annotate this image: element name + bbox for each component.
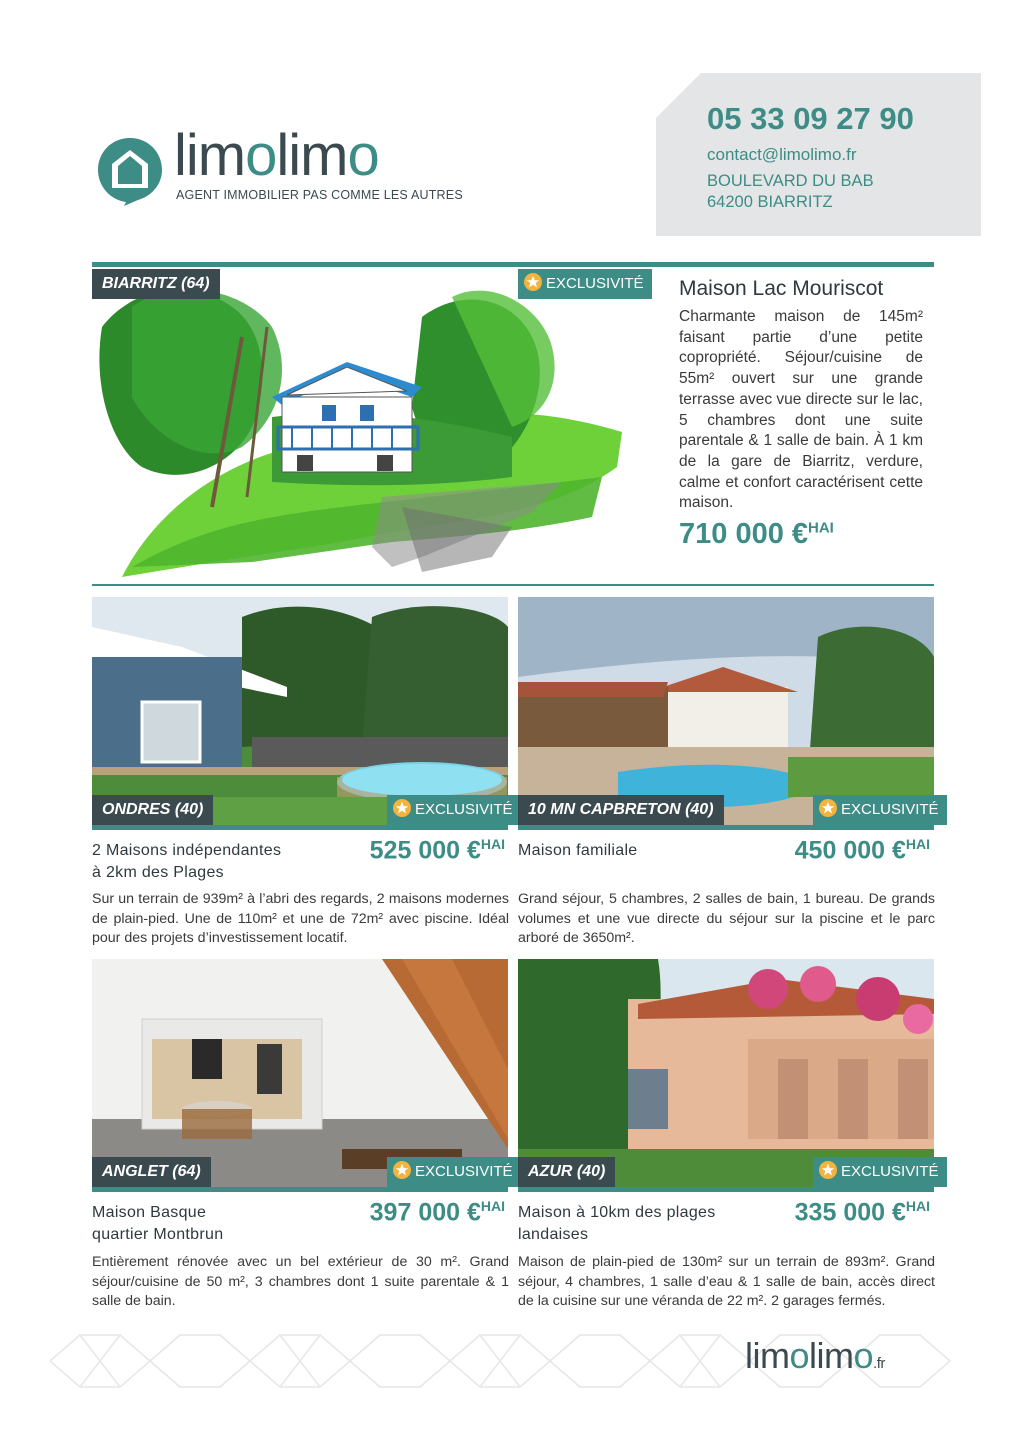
featured-location-tag: BIARRITZ (64)	[92, 269, 220, 299]
listing-bar-ondres	[92, 825, 508, 830]
listing-title-capbreton: Maison familiale	[518, 842, 638, 859]
star-icon	[819, 799, 837, 817]
listing-bar-azur	[518, 1187, 934, 1192]
listing-badge-capbreton: EXCLUSIVITÉ	[813, 795, 947, 825]
listing-title-ondres: 2 Maisons indépendantes à 2km des Plages	[92, 842, 282, 881]
featured-title: Maison Lac Mouriscot	[679, 277, 884, 300]
star-icon	[819, 1161, 837, 1179]
listing-location-ondres: ONDRES (40)	[92, 795, 213, 825]
listing-photo-ondres[interactable]	[92, 597, 508, 825]
listing-desc-ondres: Sur un terrain de 939m² à l’abri des regards, 2 maisons modernes de plain-pied. Une de 110m² et une de 72m² avec piscine. Idéal pour des projets d’investissement locatif.	[92, 891, 509, 946]
star-icon	[393, 1161, 411, 1179]
listing-price-anglet: 397 000 €$^{HAI}$	[369, 1198, 505, 1227]
star-icon	[393, 799, 411, 817]
star-icon	[524, 273, 542, 291]
listing-title-azur: Maison à 10km des plages landaises	[518, 1204, 716, 1243]
email-link[interactable]: contact@limolimo.fr	[707, 145, 857, 164]
brand-logo	[94, 123, 474, 218]
listing-bar-anglet	[92, 1187, 508, 1192]
listing-badge-ondres: EXCLUSIVITÉ	[387, 795, 521, 825]
listing-desc-anglet: Entièrement rénovée avec un bel extérieur de 30 m². Grand séjour/cuisine de 50 m², 3 chambres dont 1 suite parentale & 1 salle de bain.	[92, 1254, 509, 1309]
listing-badge-azur: EXCLUSIVITÉ	[813, 1157, 947, 1187]
address-line1: BOULEVARD DU BAB	[707, 172, 874, 190]
listing-location-anglet: ANGLET (64)	[92, 1157, 211, 1187]
featured-price: 710 000 €$^{HAI}$	[679, 518, 834, 550]
listing-desc-azur: Maison de plain-pied de 130m² sur un terrain de 893m². Grand séjour, 4 chambres, 1 salle d’eau & 1 salle de bain, accès direct de la cuisine sur une véranda de 22 m². 2 garages fermés.	[518, 1254, 935, 1309]
phone-number[interactable]: 05 33 09 27 90	[707, 101, 914, 136]
listing-price-ondres: 525 000 €$^{HAI}$	[369, 836, 505, 865]
featured-bottom-rule	[92, 584, 934, 586]
brand-wordmark: limolimo	[174, 123, 379, 188]
house-logo-icon	[94, 134, 166, 206]
featured-exclusive-badge: EXCLUSIVITÉ	[518, 269, 652, 299]
listing-price-azur: 335 000 €$^{HAI}$	[794, 1198, 930, 1227]
footer-logo[interactable]: limolimo.fr	[745, 1335, 885, 1376]
listing-badge-anglet: EXCLUSIVITÉ	[387, 1157, 521, 1187]
featured-house-illustration[interactable]	[92, 267, 632, 584]
listing-location-azur: AZUR (40)	[518, 1157, 615, 1187]
listing-location-capbreton: 10 MN CAPBRETON (40)	[518, 795, 724, 825]
listing-title-anglet: Maison Basque quartier Montbrun	[92, 1204, 224, 1243]
listing-photo-capbreton[interactable]	[518, 597, 934, 825]
contact-box	[656, 73, 981, 236]
listing-photo-azur[interactable]	[518, 959, 934, 1187]
address-line2: 64200 BIARRITZ	[707, 193, 833, 211]
listing-desc-capbreton: Grand séjour, 5 chambres, 2 salles de bain, 1 bureau. De grands volumes et une vue directe du séjour sur la piscine et le parc arboré de 3650m².	[518, 891, 935, 946]
featured-description: Charmante maison de 145m² faisant partie d’une petite copropriété. Séjour/cuisine de 55m² ouvert sur une grande terrasse avec vue directe sur le lac, 5 chambres dont une suite parentale & 1 salle de bain. À 1 km de la gare de Biarritz, verdure, calme et confort caractérisent cette maison.	[679, 308, 923, 512]
listing-bar-capbreton	[518, 825, 934, 830]
listing-photo-anglet[interactable]	[92, 959, 508, 1187]
listing-price-capbreton: 450 000 €$^{HAI}$	[794, 836, 930, 865]
brand-tagline: AGENT IMMOBILIER PAS COMME LES AUTRES	[176, 188, 463, 202]
address	[707, 171, 874, 213]
